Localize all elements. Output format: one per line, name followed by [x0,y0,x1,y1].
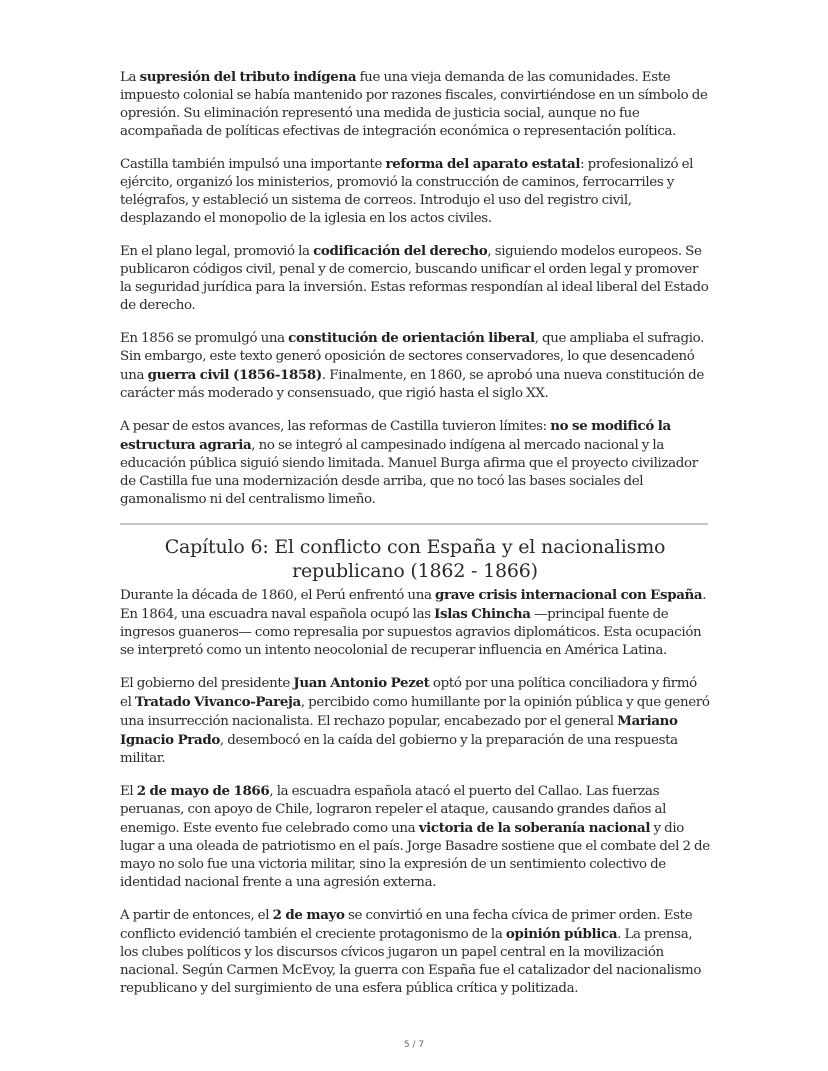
paragraph: En el plano legal, promovió la codificación del derecho, siguiendo modelos europeos. Se publicaron códigos civil, penal y de comercio, buscando unificar el orden legal y promover la seguridad jurídica para la inversión. Estas reformas respondían al ideal liberal del Estado de derecho. [120,243,709,313]
document-page [120,68,710,1012]
emphasis-text: codificación del derecho [313,243,488,259]
paragraph: A partir de entonces, el 2 de mayo se convirtió en una fecha cívica de primer orden. Este conflicto evidenció también el creciente protagonismo de la opinión pública. La prensa, los clubes políticos y los discursos cívicos jugaron un papel central en la movilización nacional. Según Carmen McEvoy, la guerra con España fue el catalizador del nacionalismo republicano y del surgimiento de una esfera pública crítica y politizada. [120,907,702,996]
emphasis-text: reforma del aparato estatal [385,156,581,172]
emphasis-text: constitución de orientación liberal [288,330,535,346]
paragraph: El 2 de mayo de 1866, la escuadra española atacó el puerto del Callao. Las fuerzas peruanas, con apoyo de Chile, lograron repeler el ataque, causando grandes daños al enemigo. Este evento fue celebrado como una victoria de la soberanía nacional y dio lugar a una oleada de patriotismo en el país. Jorge Basadre sostiene que el combate del 2 de mayo no solo fue una victoria militar, sino la expresión de un sentimiento colectivo de identidad nacional frente a una agresión externa. [120,783,710,890]
emphasis-text: victoria de la soberanía nacional [418,820,651,836]
page-number: 5 / 7 [403,1040,425,1050]
section-divider [120,523,708,525]
paragraph: A pesar de estos avances, las reformas de Castilla tuvieron límites: no se modificó la estructura agraria, no se integró al campesinado indígena al mercado nacional y la educación pública siguió siendo limitada. Manuel Burga afirma que el proyecto civilizador de Castilla fue una modernización desde arriba, que no tocó las bases sociales del gamonalismo ni del centralismo limeño. [120,418,698,507]
emphasis-text: supresión del tributo indígena [139,69,357,85]
chapter-title-line1: Capítulo 6: El conflicto con España y el nacionalismo [164,536,666,558]
emphasis-text: 2 de mayo [272,907,345,923]
emphasis-text: Islas Chincha [434,606,531,622]
emphasis-text: grave crisis internacional con España [435,587,703,603]
paragraph: El gobierno del presidente Juan Antonio Pezet optó por una política conciliadora y firmó el Tratado Vivanco-Pareja, percibido como humillante por la opinión pública y que generó una insurrección nacionalista. El rechazo popular, encabezado por el general Mariano Ignacio Prado, desembocó en la caída del gobierno y la preparación de una respuesta militar. [120,675,710,766]
section-castilla-reforms [120,68,710,509]
emphasis-text: opinión pública [505,926,618,942]
chapter-title-line2: republicano (1862 - 1866) [292,560,538,582]
paragraph: La supresión del tributo indígena fue una vieja demanda de las comunidades. Este impuesto colonial se había mantenido por razones fiscales, convirtiéndose en un símbolo de opresión. Su eliminación representó una medida de justicia social, aunque no fue acompañada de políticas efectivas de integración económica o representación política. [120,69,708,139]
section-chapter-6 [120,586,710,998]
paragraph: Castilla también impulsó una importante reforma del aparato estatal: profesionalizó el ejército, organizó los ministerios, promovió la construcción de caminos, ferrocarriles y telégrafos, y estableció un sistema de correos. Introdujo el uso del registro civil, desplazando el monopolio de la iglesia en los actos civiles. [120,156,694,226]
emphasis-text: 2 de mayo de 1866 [136,783,270,799]
emphasis-text: no se modificó la estructura agraria [120,418,671,453]
paragraph: Durante la década de 1860, el Perú enfrentó una grave crisis internacional con España. En 1864, una escuadra naval española ocupó las Islas Chincha —principal fuente de ingresos guaneros— como represalia por supuestos agravios diplomáticos. Esta ocupación se interpretó como un intento neocolonial de recuperar influencia en América Latina. [120,587,707,658]
paragraph: En 1856 se promulgó una constitución de orientación liberal, que ampliaba el sufragio. Sin embargo, este texto generó oposición de sectores conservadores, lo que desencadenó una guerra civil (1856-1858). Finalmente, en 1860, se aprobó una nueva constitución de carácter más moderado y consensuado, que rigió hasta el siglo XX. [120,330,705,401]
emphasis-text: Juan Antonio Pezet [293,675,430,691]
emphasis-text: guerra civil (1856-1858) [147,367,322,383]
emphasis-text: Tratado Vivanco-Pareja [134,694,301,710]
emphasis-text: Mariano Ignacio Prado [120,713,678,748]
chapter-title [120,535,710,583]
